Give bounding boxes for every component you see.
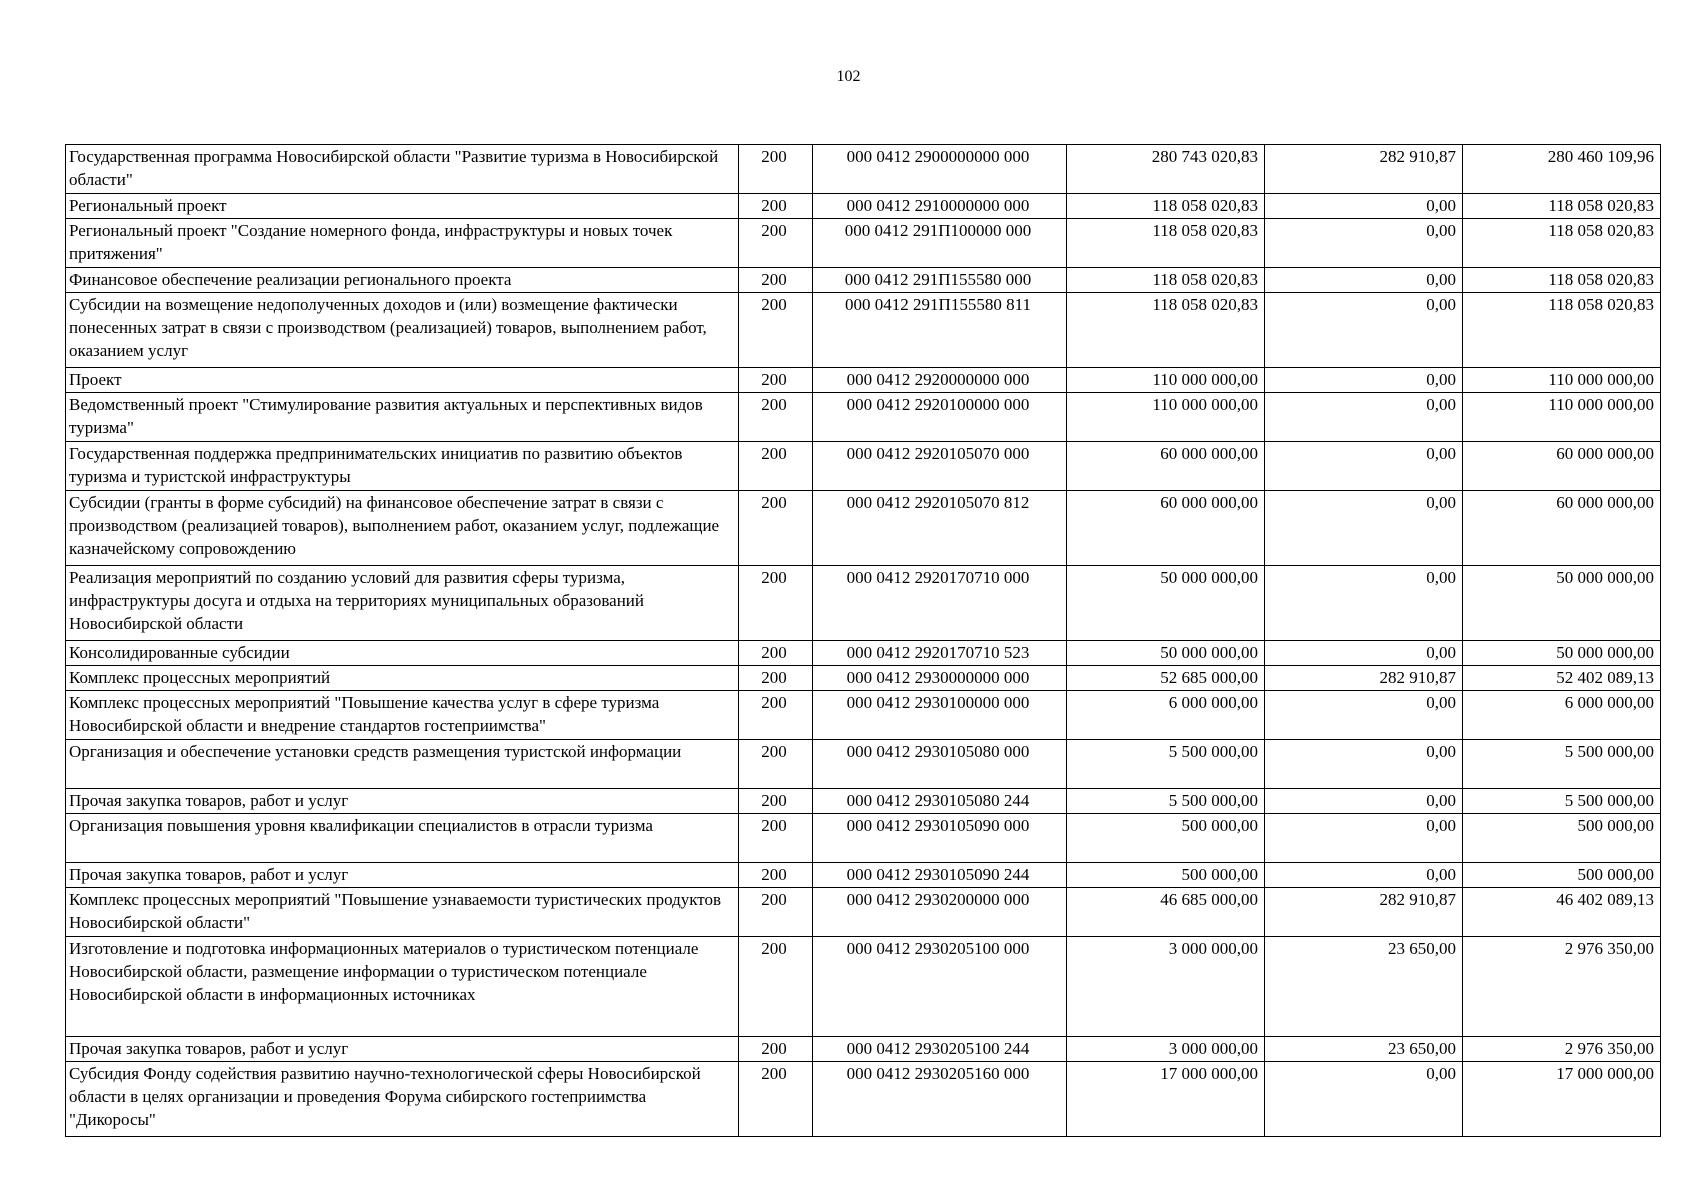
cell-plan: 3 000 000,00 [1067, 1037, 1265, 1062]
cell-admin-code: 200 [739, 814, 813, 863]
table-row [66, 1037, 1661, 1062]
table-row [66, 641, 1661, 666]
table-row [66, 740, 1661, 789]
table-row [66, 789, 1661, 814]
cell-name: Региональный проект [66, 194, 739, 219]
cell-budget-code: 000 0412 291П155580 000 [813, 268, 1067, 293]
cell-admin-code: 200 [739, 145, 813, 194]
cell-executed: 282 910,87 [1265, 145, 1463, 194]
cell-executed: 0,00 [1265, 863, 1463, 888]
cell-name: Ведомственный проект "Стимулирование развития актуальных и перспективных видов туризма" [66, 393, 739, 442]
cell-executed: 0,00 [1265, 293, 1463, 368]
budget-table [65, 144, 1661, 1137]
cell-remaining: 60 000 000,00 [1463, 491, 1661, 566]
cell-remaining: 17 000 000,00 [1463, 1062, 1661, 1137]
cell-executed: 0,00 [1265, 789, 1463, 814]
cell-budget-code: 000 0412 291П155580 811 [813, 293, 1067, 368]
cell-plan: 60 000 000,00 [1067, 491, 1265, 566]
cell-name: Субсидии на возмещение недополученных доходов и (или) возмещение фактически понесенных затрат в связи с производством (реализацией) товаров, выполнением работ, оказанием услуг [66, 293, 739, 368]
cell-executed: 0,00 [1265, 194, 1463, 219]
cell-remaining: 500 000,00 [1463, 814, 1661, 863]
cell-admin-code: 200 [739, 1062, 813, 1137]
cell-remaining: 280 460 109,96 [1463, 145, 1661, 194]
cell-admin-code: 200 [739, 691, 813, 740]
cell-plan: 118 058 020,83 [1067, 194, 1265, 219]
table-row [66, 937, 1661, 1037]
cell-remaining: 50 000 000,00 [1463, 641, 1661, 666]
table-row [66, 219, 1661, 268]
cell-executed: 0,00 [1265, 814, 1463, 863]
cell-name: Финансовое обеспечение реализации регионального проекта [66, 268, 739, 293]
cell-admin-code: 200 [739, 888, 813, 937]
cell-remaining: 2 976 350,00 [1463, 937, 1661, 1037]
cell-plan: 118 058 020,83 [1067, 293, 1265, 368]
cell-budget-code: 000 0412 2930205100 244 [813, 1037, 1067, 1062]
cell-budget-code: 000 0412 2920000000 000 [813, 368, 1067, 393]
cell-executed: 0,00 [1265, 393, 1463, 442]
cell-name: Государственная поддержка предпринимательских инициатив по развитию объектов туризма и туристской инфраструктуры [66, 442, 739, 491]
cell-executed: 0,00 [1265, 442, 1463, 491]
cell-executed: 0,00 [1265, 219, 1463, 268]
cell-remaining: 5 500 000,00 [1463, 789, 1661, 814]
cell-budget-code: 000 0412 2920170710 000 [813, 566, 1067, 641]
cell-plan: 60 000 000,00 [1067, 442, 1265, 491]
cell-plan: 118 058 020,83 [1067, 268, 1265, 293]
cell-admin-code: 200 [739, 863, 813, 888]
cell-admin-code: 200 [739, 491, 813, 566]
cell-plan: 52 685 000,00 [1067, 666, 1265, 691]
cell-budget-code: 000 0412 2930205160 000 [813, 1062, 1067, 1137]
cell-remaining: 110 000 000,00 [1463, 393, 1661, 442]
cell-budget-code: 000 0412 2930200000 000 [813, 888, 1067, 937]
cell-budget-code: 000 0412 2930000000 000 [813, 666, 1067, 691]
cell-remaining: 118 058 020,83 [1463, 268, 1661, 293]
table-row [66, 491, 1661, 566]
cell-plan: 17 000 000,00 [1067, 1062, 1265, 1137]
cell-admin-code: 200 [739, 641, 813, 666]
table-row [66, 442, 1661, 491]
cell-plan: 50 000 000,00 [1067, 566, 1265, 641]
cell-name: Проект [66, 368, 739, 393]
cell-plan: 46 685 000,00 [1067, 888, 1265, 937]
cell-admin-code: 200 [739, 1037, 813, 1062]
cell-budget-code: 000 0412 2920170710 523 [813, 641, 1067, 666]
cell-plan: 5 500 000,00 [1067, 740, 1265, 789]
cell-admin-code: 200 [739, 937, 813, 1037]
cell-remaining: 52 402 089,13 [1463, 666, 1661, 691]
cell-plan: 280 743 020,83 [1067, 145, 1265, 194]
cell-executed: 23 650,00 [1265, 1037, 1463, 1062]
table-row [66, 145, 1661, 194]
cell-name: Комплекс процессных мероприятий "Повышение качества услуг в сфере туризма Новосибирской области и внедрение стандартов гостеприимства" [66, 691, 739, 740]
cell-name: Прочая закупка товаров, работ и услуг [66, 863, 739, 888]
cell-name: Прочая закупка товаров, работ и услуг [66, 789, 739, 814]
cell-name: Прочая закупка товаров, работ и услуг [66, 1037, 739, 1062]
cell-budget-code: 000 0412 2920100000 000 [813, 393, 1067, 442]
table-row [66, 1062, 1661, 1137]
cell-plan: 500 000,00 [1067, 814, 1265, 863]
cell-budget-code: 000 0412 2920105070 812 [813, 491, 1067, 566]
cell-admin-code: 200 [739, 219, 813, 268]
cell-executed: 0,00 [1265, 268, 1463, 293]
cell-remaining: 46 402 089,13 [1463, 888, 1661, 937]
cell-remaining: 118 058 020,83 [1463, 219, 1661, 268]
page-number: 102 [836, 68, 861, 85]
cell-executed: 0,00 [1265, 641, 1463, 666]
table-row [66, 368, 1661, 393]
cell-admin-code: 200 [739, 194, 813, 219]
cell-admin-code: 200 [739, 666, 813, 691]
cell-budget-code: 000 0412 2930205100 000 [813, 937, 1067, 1037]
table-row [66, 888, 1661, 937]
table-row [66, 194, 1661, 219]
cell-name: Организация и обеспечение установки средств размещения туристской информации [66, 740, 739, 789]
cell-name: Организация повышения уровня квалификации специалистов в отрасли туризма [66, 814, 739, 863]
cell-plan: 500 000,00 [1067, 863, 1265, 888]
cell-budget-code: 000 0412 2900000000 000 [813, 145, 1067, 194]
cell-name: Субсидия Фонду содействия развитию научно-технологической сферы Новосибирской области в целях организации и проведения Форума сибирского гостеприимства "Дикоросы" [66, 1062, 739, 1137]
cell-executed: 0,00 [1265, 1062, 1463, 1137]
table-row [66, 691, 1661, 740]
cell-executed: 23 650,00 [1265, 937, 1463, 1037]
cell-budget-code: 000 0412 291П100000 000 [813, 219, 1067, 268]
cell-budget-code: 000 0412 2920105070 000 [813, 442, 1067, 491]
cell-budget-code: 000 0412 2930105090 000 [813, 814, 1067, 863]
cell-name: Комплекс процессных мероприятий "Повышение узнаваемости туристических продуктов Новосибирской области" [66, 888, 739, 937]
cell-executed: 0,00 [1265, 740, 1463, 789]
cell-remaining: 118 058 020,83 [1463, 293, 1661, 368]
table-row [66, 268, 1661, 293]
cell-remaining: 50 000 000,00 [1463, 566, 1661, 641]
cell-name: Реализация мероприятий по созданию условий для развития сферы туризма, инфраструктуры досуга и отдыха на территориях муниципальных образований Новосибирской области [66, 566, 739, 641]
table-row [66, 393, 1661, 442]
cell-plan: 110 000 000,00 [1067, 368, 1265, 393]
cell-plan: 5 500 000,00 [1067, 789, 1265, 814]
cell-budget-code: 000 0412 2930105090 244 [813, 863, 1067, 888]
cell-admin-code: 200 [739, 368, 813, 393]
cell-admin-code: 200 [739, 789, 813, 814]
cell-name: Изготовление и подготовка информационных материалов о туристическом потенциале Новосибирской области, размещение информации о туристическом потенциале Новосибирской области в информационных источниках [66, 937, 739, 1037]
cell-admin-code: 200 [739, 393, 813, 442]
cell-executed: 0,00 [1265, 491, 1463, 566]
cell-budget-code: 000 0412 2930100000 000 [813, 691, 1067, 740]
cell-remaining: 5 500 000,00 [1463, 740, 1661, 789]
cell-remaining: 6 000 000,00 [1463, 691, 1661, 740]
cell-admin-code: 200 [739, 566, 813, 641]
cell-budget-code: 000 0412 2930105080 244 [813, 789, 1067, 814]
cell-admin-code: 200 [739, 442, 813, 491]
cell-name: Комплекс процессных мероприятий [66, 666, 739, 691]
cell-executed: 282 910,87 [1265, 666, 1463, 691]
cell-executed: 0,00 [1265, 368, 1463, 393]
cell-plan: 3 000 000,00 [1067, 937, 1265, 1037]
cell-remaining: 2 976 350,00 [1463, 1037, 1661, 1062]
cell-remaining: 500 000,00 [1463, 863, 1661, 888]
cell-name: Субсидии (гранты в форме субсидий) на финансовое обеспечение затрат в связи с производством (реализацией товаров), выполнением работ, оказанием услуг, подлежащие казначейскому сопровождению [66, 491, 739, 566]
cell-remaining: 110 000 000,00 [1463, 368, 1661, 393]
cell-remaining: 60 000 000,00 [1463, 442, 1661, 491]
cell-admin-code: 200 [739, 268, 813, 293]
cell-plan: 50 000 000,00 [1067, 641, 1265, 666]
cell-executed: 0,00 [1265, 566, 1463, 641]
cell-budget-code: 000 0412 2910000000 000 [813, 194, 1067, 219]
cell-remaining: 118 058 020,83 [1463, 194, 1661, 219]
table-row [66, 293, 1661, 368]
table-row [66, 666, 1661, 691]
cell-plan: 6 000 000,00 [1067, 691, 1265, 740]
cell-name: Государственная программа Новосибирской области "Развитие туризма в Новосибирской области" [66, 145, 739, 194]
table-row [66, 814, 1661, 863]
cell-name: Региональный проект "Создание номерного фонда, инфраструктуры и новых точек притяжения" [66, 219, 739, 268]
cell-plan: 110 000 000,00 [1067, 393, 1265, 442]
cell-executed: 282 910,87 [1265, 888, 1463, 937]
table-row [66, 566, 1661, 641]
table-row [66, 863, 1661, 888]
cell-budget-code: 000 0412 2930105080 000 [813, 740, 1067, 789]
cell-plan: 118 058 020,83 [1067, 219, 1265, 268]
cell-executed: 0,00 [1265, 691, 1463, 740]
cell-admin-code: 200 [739, 293, 813, 368]
cell-admin-code: 200 [739, 740, 813, 789]
cell-name: Консолидированные субсидии [66, 641, 739, 666]
